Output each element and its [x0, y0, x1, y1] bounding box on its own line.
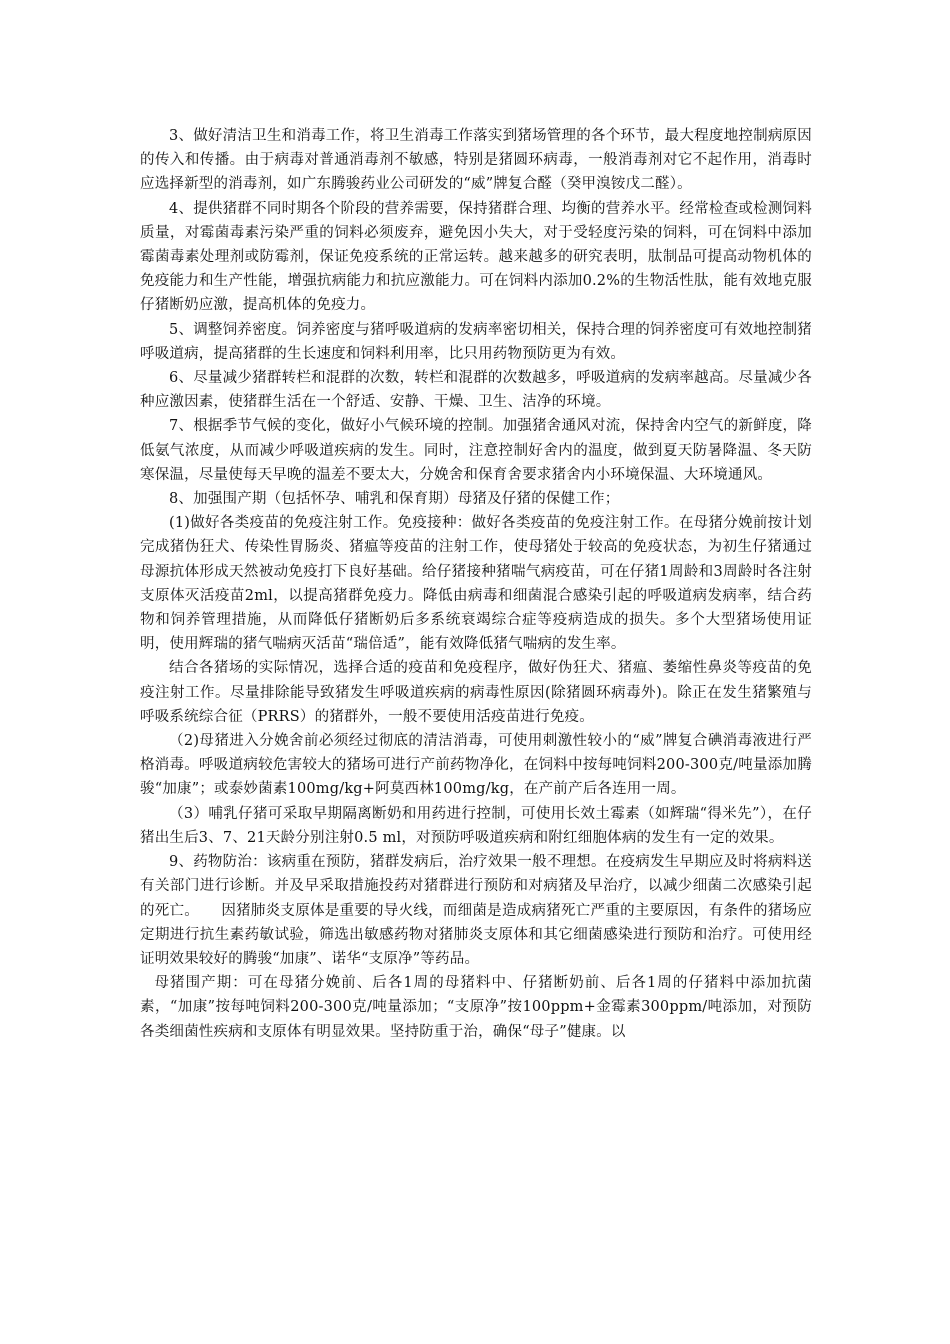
document-page — [140, 124, 812, 1044]
paragraph-5-density: 5、调整饲养密度。饲养密度与猪呼吸道病的发病率密切相关，保持合理的饲养密度可有效地控制猪呼吸道病，提高猪群的生长速度和饲料利用率，比只用药物预防更为有效。 — [140, 321, 812, 362]
paragraph-9-drug-control: 9、药物防治：该病重在预防，猪群发病后，治疗效果一般不理想。在疫病发生早期应及时将病料送有关部门进行诊断。并及早采取措施投药对猪群进行预防和对病猪及早治疗，以减少细菌二次感染引起的死亡。 因猪肺炎支原体是重要的导火线，而细菌是造成病猪死亡严重的主要原因，有条件的猪场应定期进行抗生素药敏试验，筛选出敏感药物对猪肺炎支原体和其它细菌感染进行预防和治疗。可使用经证明效果较好的腾骏“加康”、诺华“支原净”等药品。 — [140, 854, 812, 967]
paragraph-8-2-disinfection: （2)母猪进入分娩舍前必须经过彻底的清洁消毒，可使用刺激性较小的“威”牌复合碘消毒液进行严格消毒。呼吸道病较危害较大的猪场可进行产前药物净化，在饲料中按每吨饲料200-300克/吨量添加腾骏“加康”；或泰妙菌素100mg/kg+阿莫西林100mg/kg，在产前产后各连用一周。 — [140, 733, 812, 798]
paragraph-7-climate: 7、根据季节气候的变化，做好小气候环境的控制。加强猪舍通风对流，保持舍内空气的新鲜度，降低氨气浓度，从而减少呼吸道疾病的发生。同时，注意控制好舍内的温度，做到夏天防暑降温、冬天防寒保温，尽量使每天早晚的温差不要太大，分娩舍和保育舍要求猪舍内小环境保温、大环境通风。 — [140, 418, 812, 483]
paragraph-4-nutrition: 4、提供猪群不同时期各个阶段的营养需要，保持猪群合理、均衡的营养水平。经常检查或检测饲料质量，对霉菌毒素污染严重的饲料必须废弃，避免因小失大，对于受轻度污染的饲料，可在饲料中添加霉菌毒素处理剂或防霉剂，保证免疫系统的正常运转。越来越多的研究表明，肽制品可提高动物机体的免疫能力和生产性能，增强抗病能力和抗应激能力。可在饲料内添加0.2%的生物活性肽，能有效地克服仔猪断奶应激，提高机体的免疫力。 — [140, 200, 812, 314]
paragraph-8-perinatal: 8、加强围产期（包括怀孕、哺乳和保育期）母猪及仔猪的保健工作； — [169, 491, 620, 508]
paragraph-sow-perinatal: 母猪围产期：可在母猪分娩前、后各1周的母猪料中、仔猪断奶前、后各1周的仔猪料中添加抗菌素，“加康”按每吨饲料200-300克/吨量添加；“支原净”按100ppm+金霉素300ppm/吨添加，对预防各类细菌性疾病和支原体有明显效果。坚持防重于治，确保“母子”健康。以 — [140, 975, 812, 1040]
paragraph-6-mixing: 6、尽量减少猪群转栏和混群的次数，转栏和混群的次数越多，呼吸道病的发病率越高。尽量减少各种应激因素，使猪群生活在一个舒适、安静、干燥、卫生、洁净的环境。 — [140, 370, 812, 411]
paragraph-3-sanitation: 3、做好清洁卫生和消毒工作，将卫生消毒工作落实到猪场管理的各个环节，最大程度地控制病原因的传入和传播。由于病毒对普通消毒剂不敏感，特别是猪圆环病毒，一般消毒剂对它不起作用，消毒时应选择新型的消毒剂，如广东腾骏药业公司研发的“威”牌复合醛（癸甲溴铵戊二醛）。 — [140, 128, 812, 193]
paragraph-8-3-piglets: （3）哺乳仔猪可采取早期隔离断奶和用药进行控制，可使用长效土霉素（如辉瑞“得米先”），在仔猪出生后3、7、21天龄分别注射0.5 ml，对预防呼吸道疾病和附红细胞体病的发生有一定的效果。 — [140, 805, 812, 846]
paragraph-8-1-vaccination: (1)做好各类疫苗的免疫注射工作。免疫接种：做好各类疫苗的免疫注射工作。在母猪分娩前按计划完成猪伪狂犬、传染性胃肠炎、猪瘟等疫苗的注射工作，使母猪处于较高的免疫状态，为初生仔猪通过母源抗体形成天然被动免疫打下良好基础。给仔猪接种猪喘气病疫苗，可在仔猪1周龄和3周龄时各注射支原体灭活疫苗2ml，以提高猪群免疫力。降低由病毒和细菌混合感染引起的呼吸道病发病率，结合药物和饲养管理措施，从而降低仔猪断奶后多系统衰竭综合症等疫病造成的损失。多个大型猪场使用证明，使用辉瑞的猪气喘病灭活苗“瑞倍适”，能有效降低猪气喘病的发生率。 — [140, 515, 812, 653]
paragraph-vaccine-program: 结合各猪场的实际情况，选择合适的疫苗和免疫程序，做好伪狂犬、猪瘟、萎缩性鼻炎等疫苗的免疫注射工作。尽量排除能导致猪发生呼吸道疾病的病毒性原因(除猪圆环病毒外)。除正在发生猪繁殖与呼吸系统综合征（PRRS）的猪群外，一般不要使用活疫苗进行免疫。 — [140, 660, 812, 725]
